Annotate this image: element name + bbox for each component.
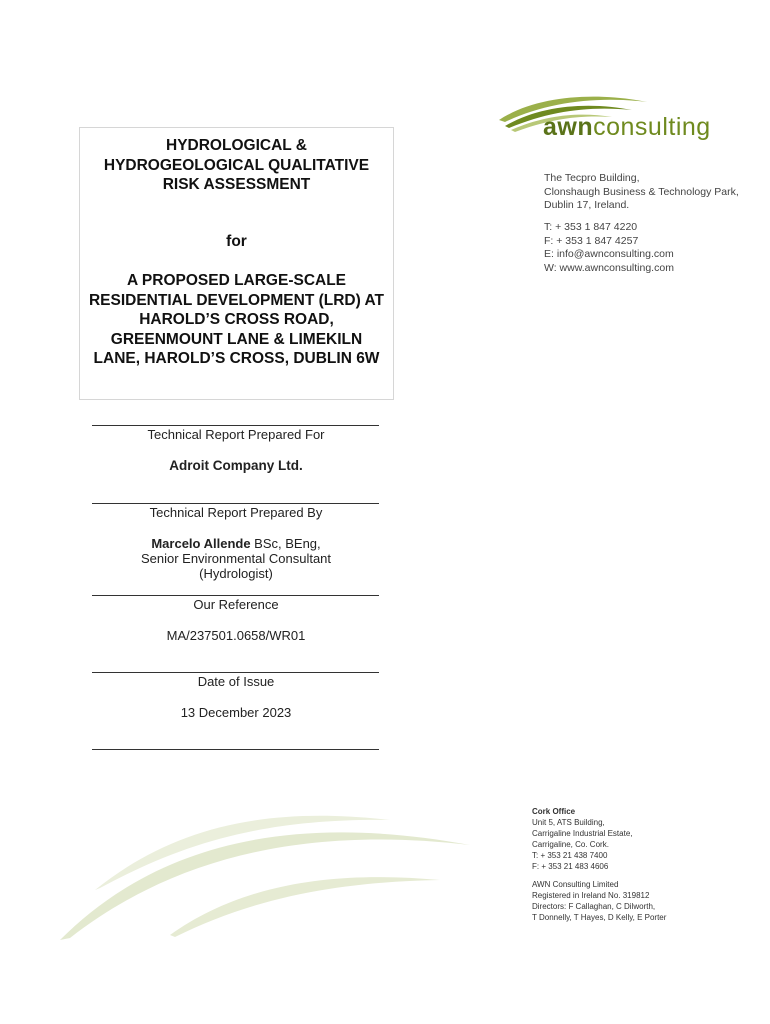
author-name: Marcelo Allende — [151, 536, 251, 551]
issue-date: 13 December 2023 — [180, 705, 292, 720]
company-directors-1: Directors: F Callaghan, C Dilworth, — [532, 902, 656, 911]
cork-office-phone: T: + 353 21 438 7400 — [532, 851, 608, 860]
date-label: Date of Issue — [197, 674, 275, 689]
divider — [92, 749, 379, 750]
company-registration-block — [532, 879, 666, 923]
title-box — [79, 127, 394, 400]
author-role: (Hydrologist) — [199, 566, 273, 581]
divider — [92, 425, 379, 426]
report-title: HYDROLOGICAL & HYDROGEOLOGICAL QUALITATIVE RISK ASSESSMENT — [103, 137, 370, 193]
author-quals: BSc, BEng, — [250, 536, 321, 551]
cork-office-heading: Cork Office — [532, 807, 576, 816]
address-line-3: Dublin 17, Ireland. — [544, 199, 630, 211]
cork-office-line-3: Carrigaline, Co. Cork. — [532, 840, 609, 849]
title-for: for — [226, 233, 247, 250]
address-line-1: The Tecpro Building, — [544, 172, 640, 184]
company-registration: Registered in Ireland No. 319812 — [532, 891, 650, 900]
divider — [92, 503, 379, 504]
reference-number: MA/237501.0658/WR01 — [166, 628, 306, 643]
cork-office-line-2: Carrigaline Industrial Estate, — [532, 829, 633, 838]
company-directors-2: T Donnelly, T Hayes, D Kelly, E Porter — [532, 913, 667, 922]
company-name: AWN Consulting Limited — [532, 880, 619, 889]
reference-label: Our Reference — [193, 597, 279, 612]
cork-office-fax: F: + 353 21 483 4606 — [532, 862, 609, 871]
contact-block — [544, 221, 674, 275]
prepared-for-label: Technical Report Prepared For — [147, 427, 325, 442]
cork-office-line-1: Unit 5, ATS Building, — [532, 818, 605, 827]
contact-web: W: www.awnconsulting.com — [544, 261, 674, 274]
contact-email: E: info@awnconsulting.com — [544, 248, 674, 260]
divider — [92, 672, 379, 673]
cork-office-block — [532, 806, 633, 872]
address-line-2: Clonshaugh Business & Technology Park, — [544, 185, 739, 198]
company-logo-text: awnconsulting — [543, 113, 711, 141]
author-title: Senior Environmental Consultant — [140, 551, 332, 566]
contact-fax: F: + 353 1 847 4257 — [544, 234, 639, 247]
author-block — [92, 536, 380, 581]
client-name: Adroit Company Ltd. — [169, 458, 303, 473]
report-subject: A PROPOSED LARGE-SCALE RESIDENTIAL DEVELOPMENT (LRD) AT HAROLD’S CROSS ROAD, GREENMOUNT LANE & LIMEKILN LANE, HAROLD’S CROSS, DUBLIN 6W — [88, 272, 385, 367]
prepared-by-label: Technical Report Prepared By — [149, 505, 323, 520]
contact-phone: T: + 353 1 847 4220 — [544, 221, 638, 233]
decorative-swoosh-icon — [0, 790, 520, 970]
divider — [92, 595, 379, 596]
address-block — [544, 172, 739, 213]
